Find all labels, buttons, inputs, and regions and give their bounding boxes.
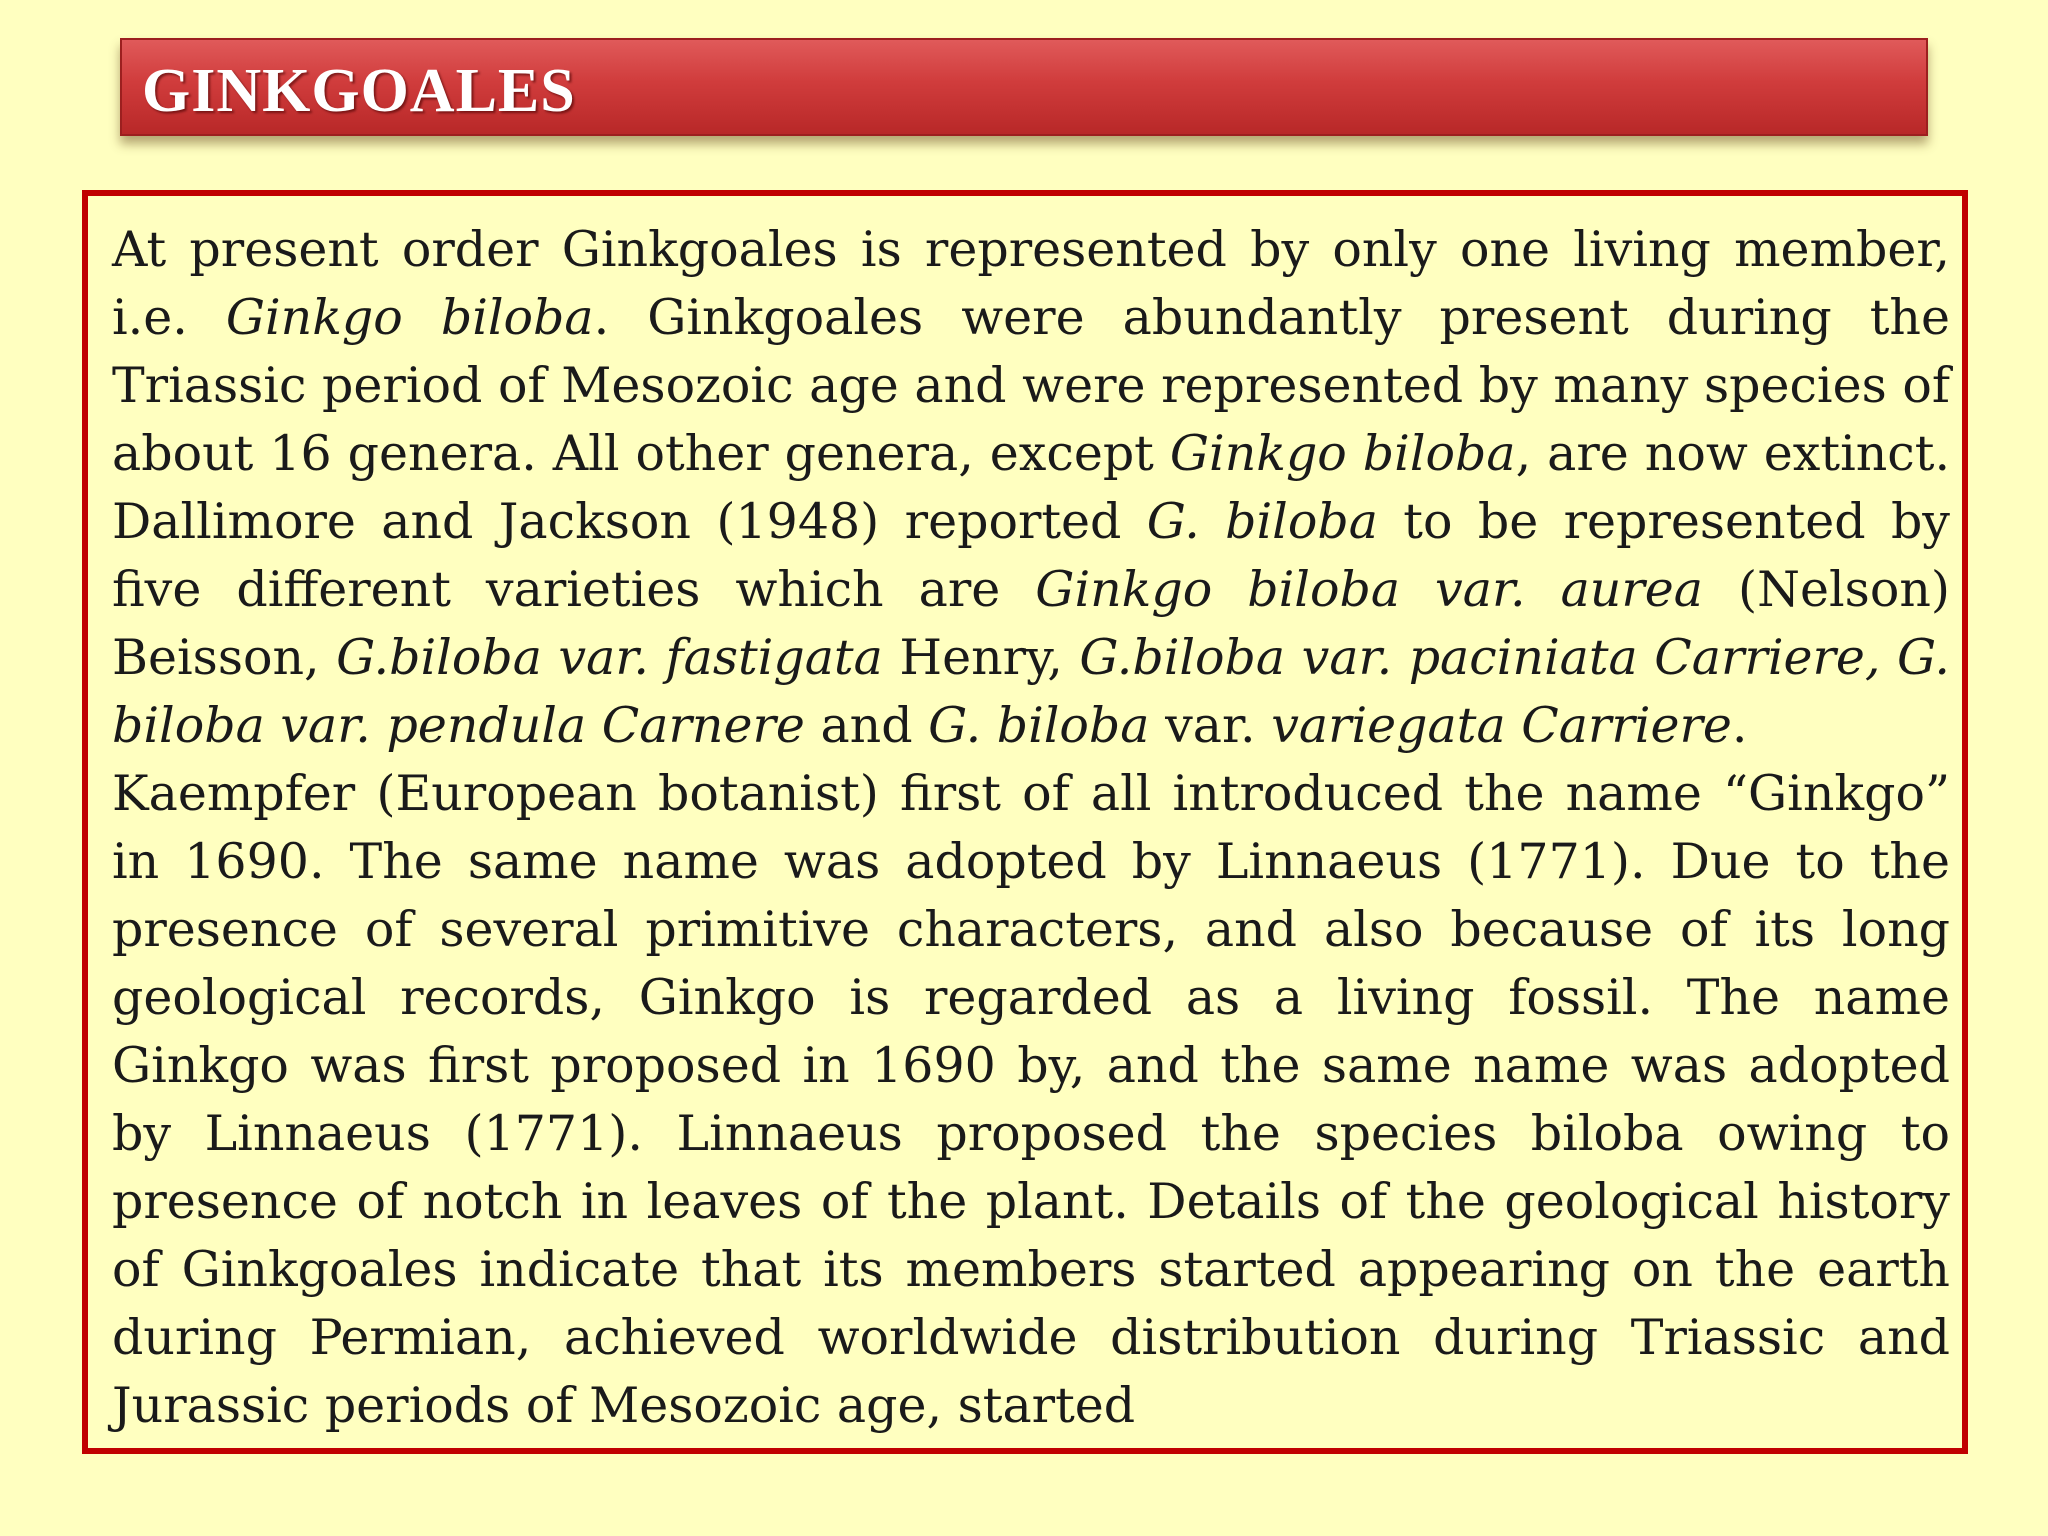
text-segment: (Nelson) Beisson, [112,561,1951,686]
italic-species-name: G.biloba var. fastigata [336,629,883,686]
text-segment: . Ginkgoales were abundantly present during the Triassic period of Mesozoic age and were represented by many species of about 16 genera. All other genera, except [112,289,1950,482]
text-segment: to be represented by five different varieties which are [112,493,1950,618]
content-box [82,190,1968,1454]
italic-species-name: G. biloba [928,697,1150,754]
text-segment: At present order Ginkgoales is represented by only one living member, i.e. [112,221,1950,346]
paragraph-varieties [112,216,1950,760]
text-segment: Henry, [882,629,1080,686]
text-segment: var. [1149,697,1272,754]
italic-species-name: G. biloba [1146,493,1378,550]
italic-species-name: Ginkgo biloba var. aurea [1035,561,1703,618]
italic-species-name: Ginkgo biloba [225,289,594,346]
slide-title: GINKGOALES [142,57,576,125]
text-segment: , are now extinct. Dallimore and Jackson (1948) reported [112,425,1951,550]
italic-species-name: variegata Carriere [1271,697,1732,754]
title-banner [120,38,1928,136]
italic-species-name: Ginkgo biloba [1169,425,1516,482]
italic-species-name: G.biloba var. paciniata Carriere, G. biloba var. pendula Carnere [112,629,1950,754]
body-text [112,216,1950,1440]
text-segment: and [804,697,929,754]
text-segment: . [1731,697,1748,754]
paragraph-history: Kaempfer (European botanist) first of all introduced the name “Ginkgo” in 1690. The same name was adopted by Linnaeus (1771). Due to the presence of several primitive characters, and also because of its long geological records, Ginkgo is regarded as a living fossil. The name Ginkgo was first proposed in 1690 by, and the same name was adopted by Linnaeus (1771). Linnaeus proposed the species biloba owing to presence of notch in leaves of the plant. Details of the geological history of Ginkgoales indicate that its members started appearing on the earth during Permian, achieved worldwide distribution during Triassic and Jurassic periods of Mesozoic age, started [112,765,1950,1434]
